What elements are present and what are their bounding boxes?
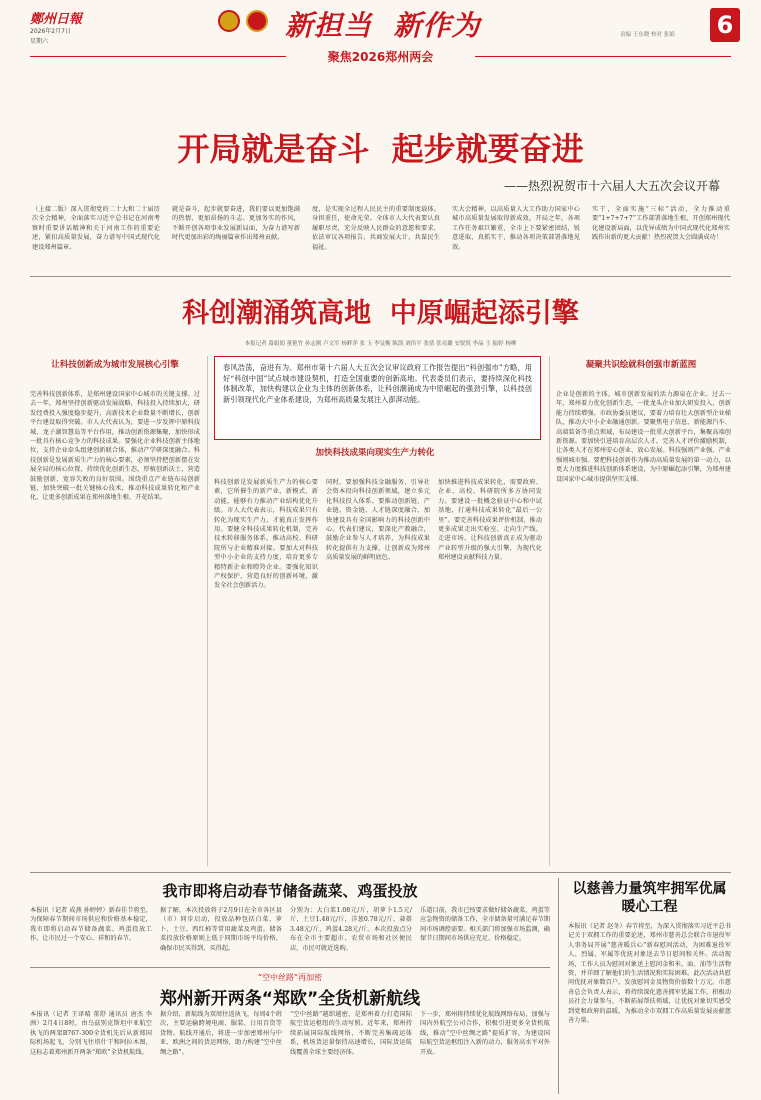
middle-column-b: 同时，要加强科技金融服务，引导社会资本投向科技创新领域，建立多元化科技投入体系。要推动创新链、产业链、资金链、人才链深度融合，加快建设具有全国影响力的科技创新中心。代表们建议，要深化产教融合，鼓励企业参与人才培养，为科技成果转化提供有力支撑，让创新成为郑州高质量发展的鲜明底色。	[326, 479, 430, 562]
banner-title: 新担当 新作为	[285, 9, 481, 42]
story5-divider	[558, 878, 559, 1094]
lead-col-4: 实大会精神，以高质量人大工作助力国家中心城市高质量发展取得新成效。开局之年，各项工作任务艰巨繁重，全市上下要紧密团结，锐意进取，真抓实干，推动各项决策部署落地见效。	[452, 206, 580, 251]
intro-box	[214, 356, 541, 440]
issue-weekday: 星期六	[30, 38, 49, 45]
banner-rule-left	[30, 56, 286, 57]
intro-text: 春风浩荡，奋进有为。郑州市第十六届人大五次会议审议政府工作报告提出“科创强市”方略，用好“科创中国”试点城市建设契机，打造全国重要的创新高地。代表委员们表示，要持续深化科技体制改革，加快构建以企业为主体的创新体系，让科创潮涌成为中原崛起的强劲引擎，以科技创新引领现代化产业体系建设，为郑州高质量发展注入澎湃动能。	[223, 363, 532, 404]
banner-rule-right	[475, 56, 731, 57]
issue-date: 2026年2月7日	[30, 28, 71, 35]
divider-left	[207, 356, 208, 866]
story4-kicker: “空中丝路”再加密	[257, 973, 323, 982]
lead-subheadline: ——热烈祝贺市十六届人大五次会议开幕	[503, 179, 720, 193]
page-number: 6	[716, 11, 734, 39]
left-subheading: 让科技创新成为城市发展核心引擎	[51, 360, 179, 370]
story3-col-d: 乐道目前，我市已按要求做好储备蔬菜、鸡蛋等应急物资的储备工作，全市储备量可满足春节期间市场调控需要。相关部门将加强市场监测，确保节日期间市场供应充足、价格稳定。	[420, 907, 550, 943]
masthead	[0, 0, 761, 84]
feature-bottom-rule	[30, 872, 731, 873]
lead-bottom-rule	[30, 276, 731, 277]
story4-col-d: 下一步，郑州将持续优化航线网络布局，加强与国内外航空公司合作，积极引进更多全货机航线，推动“空中丝绸之路”提质扩容，为建设国际航空货运枢纽注入新的动力，服务高水平对外开放。	[420, 1011, 550, 1056]
lead-col-1: （上接二版）深入贯彻党的二十大和二十届历次全会精神，全面落实习近平总书记在河南考察时重要讲话精神和关于河南工作的重要论述，紧扣高质量发展，奋力谱写中国式现代化建设郑州篇章。	[32, 206, 160, 251]
story3-col-c: 分别为：大白菜1.08元/斤，胡萝卜1.5元/斤，土豆1.48元/斤，洋葱0.78元/斤，蒜薹3.48元/斤，鸡蛋4.28元/斤。本次投放点分布在全市主要超市、农贸市场和社区便民店，市民可就近选购。	[290, 907, 412, 952]
party-emblem	[218, 10, 240, 32]
story3-col-b: 据了解，本次投放将于2月9日在全市各区县（市）同步启动，投放品种包括白菜、萝卜、土豆、西红柿等常用蔬菜及鸡蛋。储备菜投放价格原则上低于同期市场平均价格，确保市民买得到、买得起。	[160, 907, 282, 952]
national-emblem	[246, 10, 268, 32]
story3-col-a: 本报讯（记者 成燕 孙婷婷）新春佳节将至，为保障春节期间市场供应和价格基本稳定，我市即将启动春节储备蔬菜、鸡蛋投放工作，让市民过一个安心、祥和的春节。	[30, 907, 152, 943]
story4-col-a: 本报讯（记者 王译晴 董舒 通讯员 唐杰 李洲）2月4日8时，由乌兹别克斯坦中亚航空执飞的两架B767-300全货机先后从新郑国际机场起飞，分别飞往塔什干和阿拉木图，这标志着郑州新开两条“郑欧”全货机航线。	[30, 1011, 152, 1056]
feature-byline: 本报记者 幕娟娟 董艳竹 孙志刚 卢文军 杨畔萍 张 玉 李旻衡 陈凯 刘伟平 张倩 张亮璐 安锐锐 李晶 王 振婷 杨柳	[244, 341, 517, 347]
story5-headline: 以慈善力量筑牢拥军优属暖心工程	[572, 881, 727, 915]
lead-headline: 开局就是奋斗 起步就要奋进	[177, 130, 584, 168]
paper-logo: 鄭州日報	[30, 12, 83, 27]
lead-col-5: 实干，全面实施“三标”活动，全力推动重要“1+7+7+7”工作部署落地生根，开创郑州现代化建设新局面，以优异成绩为中国式现代化郑州实践作出新的更大贡献！热烈祝贺大会圆满成功！	[592, 206, 730, 242]
middle-subheading: 加快科技成果向现实生产力转化	[315, 448, 435, 458]
story4-col-b: 据介绍，新航线为双周往返执飞，每周4个班次，主要运输跨境电商、服装、日用百货等货物。航线开通后，将进一步加密郑州与中亚、欧洲之间的货运网络，助力构建“空中丝绸之路”。	[160, 1011, 282, 1056]
banner-subtitle: 聚焦2026郑州两会	[327, 50, 434, 64]
lead-col-3: 度，是实现全过程人民民主的重要制度载体。身担重任，使命光荣。全体市人大代表要认真履职尽责，充分反映人民群众的意愿和要求，依法审议各项报告，共商发展大计，共谋民生福祉。	[312, 206, 440, 251]
right-subheading: 凝聚共识绘就科创强市新蓝图	[585, 360, 697, 370]
story3-bottom-rule	[30, 967, 550, 968]
editor-line: 责编 王东晓 校对 张娟	[620, 32, 675, 38]
left-column-body: 完善科技创新体系，是郑州建设国家中心城市的关键支撑。过去一年，郑州坚持创新驱动发展战略，科技投入持续加大，研发经费投入强度稳步提升，高新技术企业数量不断增长，创新平台建设取得突破。市人大代表认为，要进一步发挥中原科技城、龙子湖智慧岛等平台作用，推动创新资源集聚，加快形成一批具有核心竞争力的科技成果。要强化企业科技创新主体地位，支持企业牵头组建创新联合体，推动产学研深度融合。科技创新是发展新质生产力的核心要素，必须坚持把创新摆在发展全局的核心位置，持续优化创新生态，厚植创新沃土，营造鼓励创新、宽容失败的良好氛围。围绕重点产业链布局创新链，加快突破一批关键核心技术，推动科技成果转化和产业化，让更多创新成果在郑州落地生根、开花结果。	[30, 391, 200, 502]
divider-right	[549, 356, 550, 866]
story3-headline: 我市即将启动春节储备蔬菜、鸡蛋投放	[162, 882, 418, 900]
story5-body: 本报讯（记者 赵冬）春节将至，为深入贯彻落实习近平总书记关于双拥工作的重要论述，郑州市慈善总会联合市退役军人事务局开展“慈善暖兵心”新春慰问活动，为困难退役军人、烈属、军属等优抚对象送去节日慰问和关怀。活动现场，工作人员为慰问对象送上慰问金和米、面、油等生活物资，并详细了解他们的生活情况和实际困难。此次活动共慰问优抚对象数百户，发放慰问金及物资价值数十万元。市慈善总会负责人表示，将持续深化慈善拥军优属工作，积极动员社会力量参与，不断拓展帮扶领域，让优抚对象切实感受到党和政府的温暖，为推动全市双拥工作高质量发展贡献慈善力量。	[568, 923, 731, 1025]
middle-column-c: 加快推进科技成果转化，需要政府、企业、高校、科研院所多方协同发力。要建设一批概念验证中心和中试基地，打通科技成果转化“最后一公里”。要完善科技成果评价机制，推动更多成果走出实验室、走向生产线、走进市场，让科技创新真正成为驱动产业转型升级的强大引擎，为现代化郑州建设贡献科技力量。	[438, 479, 542, 562]
story4-col-c: “空中丝路”越织越密，是郑州着力打造国际航空货运枢纽的生动写照。近年来，郑州持续拓展国际航线网络，不断完善集疏运体系，机场货运量保持高速增长，国际货运航线覆盖全球主要经济体。	[290, 1011, 412, 1056]
story4-headline: 郑州新开两条“郑欧”全货机新航线	[159, 989, 421, 1009]
right-column-body: 企业是创新的主体，城市创新发展的活力源泉在企业。过去一年，郑州着力优化创新生态，一批龙头企业加大研发投入，创新能力持续增强。市政协委员建议，要着力培育壮大创新型企业梯队，推动大中小企业融通创新。要聚焦电子信息、新能源汽车、高端装备等重点领域，布局建设一批重大创新平台，集聚高端创新资源。要加快引进培育高层次人才，完善人才评价激励机制，让各类人才在郑州安心创业、放心发展。科技强则产业强，产业强则城市强。要把科技创新作为推动高质量发展的第一动力，以更大力度推进科技创新体系建设，为中原崛起添引擎，为郑州建设国家中心城市提供坚实支撑。	[556, 391, 731, 483]
lead-col-2: 就是奋斗，起步就要奋进，我们要以更加饱满的热情、更加昂扬的斗志、更加务实的作风，不断开创各项事业发展新局面，为奋力谱写新时代更加出彩的绚丽篇章作出郑州贡献。	[172, 206, 300, 242]
feature-headline: 科创潮涌筑高地 中原崛起添引擎	[182, 298, 579, 329]
middle-column-a: 科技创新是发展新质生产力的核心要素，它所催生的新产业、新模式、新动能，能够有力推动产业结构优化升级。市人大代表表示，科技成果只有转化为现实生产力，才能真正发挥作用。要健全科技成果转化机制，完善技术转移服务体系，推动高校、科研院所与企业精准对接。要加大对科技型中小企业的支持力度，培育更多专精特新企业和瞪羚企业。要强化知识产权保护，营造良好的创新环境，激发全社会创新活力。	[214, 479, 318, 590]
